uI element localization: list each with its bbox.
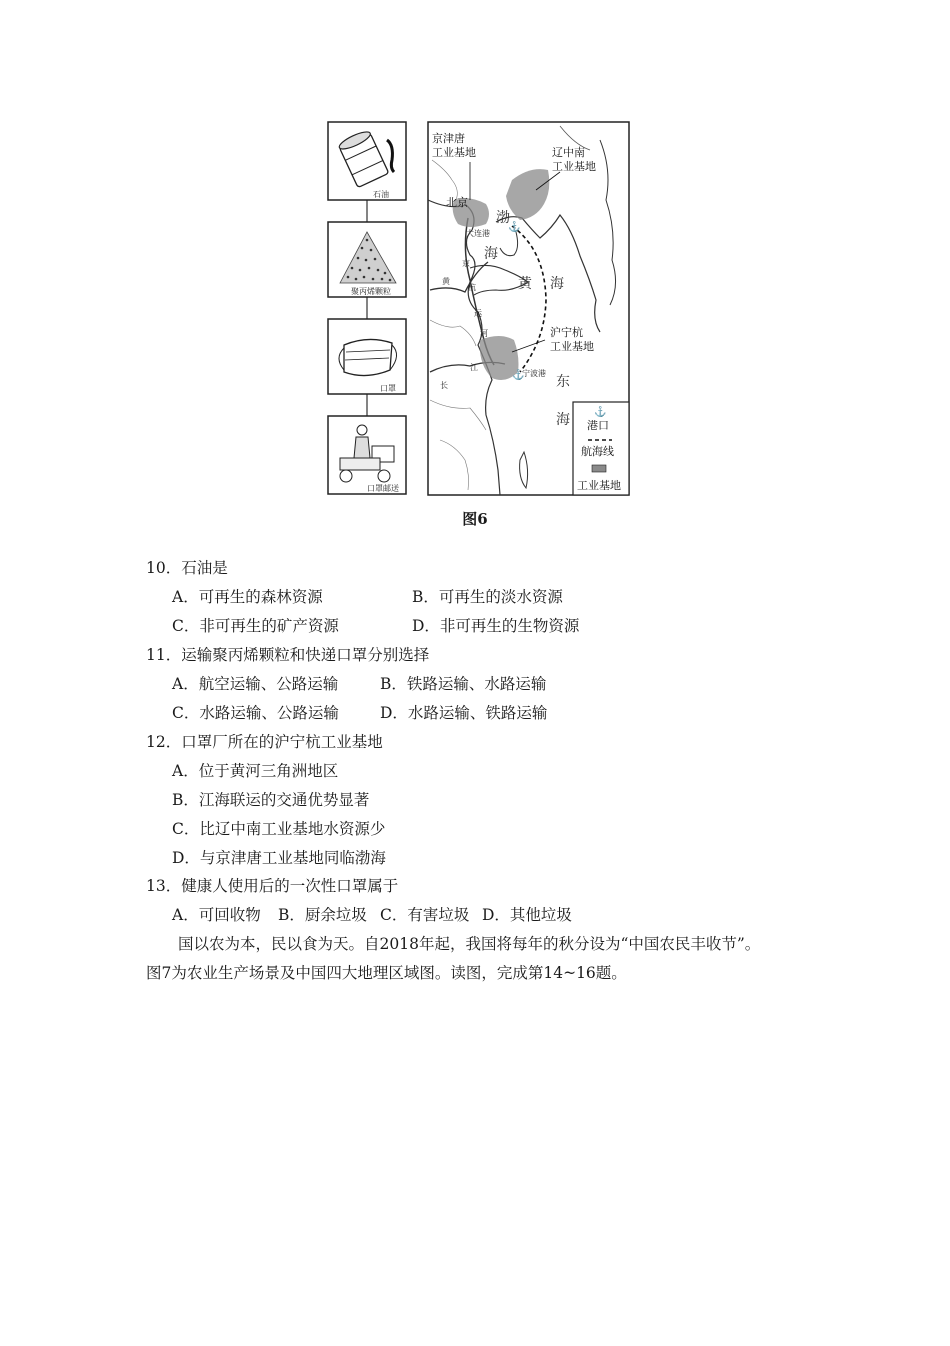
- question-10-option-a: A．可再生的森林资源: [172, 588, 323, 606]
- panel-delivery-label: 口罩邮送: [367, 484, 399, 493]
- label-ningbo: 宁波港: [522, 369, 546, 378]
- label-jjt-1: 京津唐: [432, 132, 465, 145]
- label-jing: 京: [462, 259, 470, 268]
- label-he: 河: [480, 329, 488, 338]
- legend-port-symbol: ⚓: [594, 407, 607, 418]
- label-dong: 东: [556, 374, 570, 390]
- question-13-option-d: D．其他垃圾: [482, 906, 572, 924]
- question-12-option-a: A．位于黄河三角洲地区: [172, 762, 339, 780]
- label-hnh-1: 沪宁杭: [550, 326, 583, 339]
- question-13-option-b: B．厨余垃圾: [278, 906, 367, 924]
- label-dalian: 大连港: [466, 229, 490, 238]
- passage-line-1: 国以农为本，民以食为天。自2018年起，我国将每年的秋分设为“中国农民丰收节”。: [178, 935, 761, 953]
- question-11-option-a: A．航空运输、公路运输: [172, 675, 339, 693]
- panel-mask-label: 口罩: [380, 384, 396, 393]
- question-13-option-c: C．有害垃圾: [380, 906, 470, 924]
- figure-6: [0, 0, 950, 540]
- question-10-option-d: D．非可再生的生物资源: [412, 617, 580, 635]
- question-11-option-d: D．水路运输、铁路运输: [380, 704, 548, 722]
- label-beijing: 北京: [446, 196, 468, 209]
- map-legend: [573, 402, 629, 495]
- panel-mask: [328, 319, 406, 394]
- panel-pellets-label: 聚丙烯颗粒: [351, 287, 391, 296]
- question-11-option-c: C．水路运输、公路运输: [172, 704, 339, 722]
- legend-port: 港口: [587, 419, 609, 432]
- question-12-option-c: C．比辽中南工业基地水资源少: [172, 820, 386, 838]
- panel-oil: [328, 122, 406, 200]
- panel-delivery: [328, 416, 406, 494]
- label-bo-hai: 海: [484, 246, 498, 262]
- face-mask-icon: [339, 339, 397, 375]
- label-jiang: 江: [470, 363, 478, 372]
- svg-text:⚓: ⚓: [508, 222, 521, 233]
- map-panel: [428, 122, 629, 495]
- label-jjt-2: 工业基地: [432, 146, 476, 159]
- question-11-stem: 11．运输聚丙烯颗粒和快递口罩分别选择: [146, 646, 430, 664]
- label-yun: 运: [474, 309, 482, 318]
- panel-pellets: [328, 222, 406, 297]
- label-bo: 渤: [496, 210, 510, 226]
- legend-base: 工业基地: [577, 479, 621, 492]
- svg-text:⚓: ⚓: [512, 370, 525, 381]
- question-10-stem: 10．石油是: [146, 559, 228, 577]
- label-lzn-2: 工业基地: [552, 160, 596, 173]
- label-chang: 长: [440, 381, 448, 390]
- question-12-option-d: D．与京津唐工业基地同临渤海: [172, 849, 386, 867]
- figure-caption: 图6: [462, 510, 488, 528]
- passage-line-2: 图7为农业生产场景及中国四大地理区域图。读图，完成第14~16题。: [146, 964, 627, 982]
- question-10-option-b: B．可再生的淡水资源: [412, 588, 563, 606]
- question-10-option-c: C．非可再生的矿产资源: [172, 617, 339, 635]
- label-dong-hai: 海: [556, 412, 570, 428]
- label-huanghe: 黄: [442, 277, 450, 286]
- figure-6-graphic: [0, 0, 950, 540]
- legend-route: 航海线: [581, 445, 614, 458]
- question-13-stem: 13．健康人使用后的一次性口罩属于: [146, 877, 399, 895]
- question-13-option-a: A．可回收物: [172, 906, 261, 924]
- panel-oil-label: 石油: [373, 190, 389, 199]
- question-12-stem: 12．口罩厂所在的沪宁杭工业基地: [146, 733, 383, 751]
- label-huang-hai: 海: [550, 276, 564, 292]
- label-lzn-1: 辽中南: [552, 146, 585, 159]
- question-12-option-b: B．江海联运的交通优势显著: [172, 791, 370, 809]
- label-huang: 黄: [518, 276, 532, 292]
- label-hnh-2: 工业基地: [550, 340, 594, 353]
- label-hang: 杭: [468, 283, 476, 292]
- question-11-option-b: B．铁路运输、水路运输: [380, 675, 547, 693]
